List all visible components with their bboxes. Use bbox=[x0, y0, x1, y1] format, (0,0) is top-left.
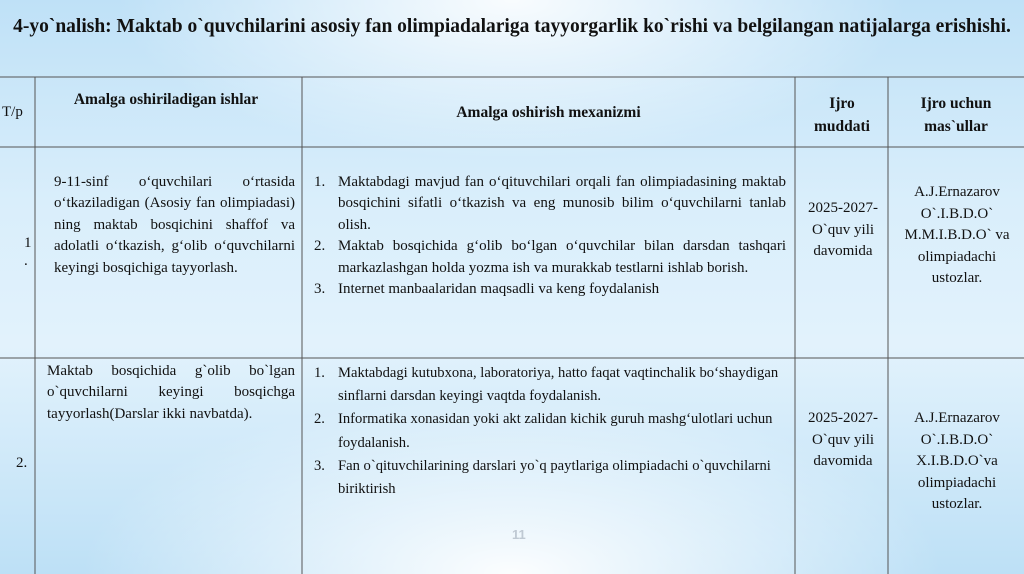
page-number: 11 bbox=[512, 527, 526, 542]
row-2-work: Maktab bosqichida g`olib bo`lgan o`quvchilarni keyingi bosqichga tayyorlash(Darslar ikki navbatda). bbox=[47, 363, 295, 422]
row-2-mechanism-item: 3. Fan o`qituvchilarining darslari yo`q paytlariga olimpiadachi o`quvchilarni biriktirish bbox=[314, 457, 771, 498]
row-1-mechanism bbox=[312, 172, 786, 300]
row-2-mechanism-item: 2. Informatika xonasidan yoki akt zalidan kichik guruh mashg‘ulotlari uchun foydalanish. bbox=[314, 411, 773, 451]
header-works: Amalga oshiriladigan ishlar bbox=[73, 91, 259, 108]
row-1-deadline: 2025-2027-O`quv yili davomida bbox=[808, 200, 878, 260]
page-title: 4-yo`nalish: Maktab o`quvchilarini asosiy fan olimpiadalariga tayyorgarlik ko`rishi va belgilangan natijalarga erishishi. bbox=[13, 16, 1011, 37]
row-2-deadline: 2025-2027-O`quv yili davomida bbox=[808, 410, 878, 470]
row-2-number: 2. bbox=[16, 455, 28, 471]
row-1-responsible: A.J.Ernazarov O`.I.B.D.O` M.M.I.B.D.O` va olimpiadachi ustozlar. bbox=[904, 184, 1010, 287]
row-2-mechanism-item: 1. Maktabdagi kutubxona, laboratoriya, hatto faqat vaqtinchalik bo‘shaydigan sinflarni darsdan keyingi vaqtda foydalanish. bbox=[314, 365, 779, 405]
row-1-number: 1 . bbox=[24, 235, 32, 269]
row-2-responsible: A.J.Ernazarov O`.I.B.D.O` X.I.B.D.O`va olimpiadachi ustozlar. bbox=[914, 410, 1000, 513]
header-tp: T/p bbox=[2, 104, 23, 120]
row-2-mechanism bbox=[312, 362, 786, 501]
header-responsible: Ijro uchun mas`ullar bbox=[920, 95, 992, 135]
row-1-mechanism-item: 1. Maktabdagi mavjud fan o‘qituvchilari orqali fan olimpiadasining maktab bosqichini sifatli o‘tkazish va eng munosib bilim o‘quvchilarni tanlab olish. bbox=[314, 174, 786, 233]
header-deadline: Ijro muddati bbox=[814, 95, 870, 135]
row-1-mechanism-item: 2. Maktab bosqichida g‘olib bo‘lgan o‘quvchilar bilan darsdan tashqari markazlashgan holda yozma ish va murakkab testlarni ishlab borish. bbox=[314, 238, 786, 276]
header-mechanism: Amalga oshirish mexanizmi bbox=[456, 104, 641, 121]
row-1-mechanism-item: 3. Internet manbaalaridan maqsadli va keng foydalanish bbox=[314, 281, 660, 298]
row-1-work: 9-11-sinf o‘quvchilari o‘rtasida o‘tkaziladigan (Asosiy fan olimpiadasi) ning maktab bosqichini shaffof va adolatli o‘tkazish, g‘olib o‘quvchilarni keyingi bosqichiga tayyorlash. bbox=[54, 174, 295, 276]
